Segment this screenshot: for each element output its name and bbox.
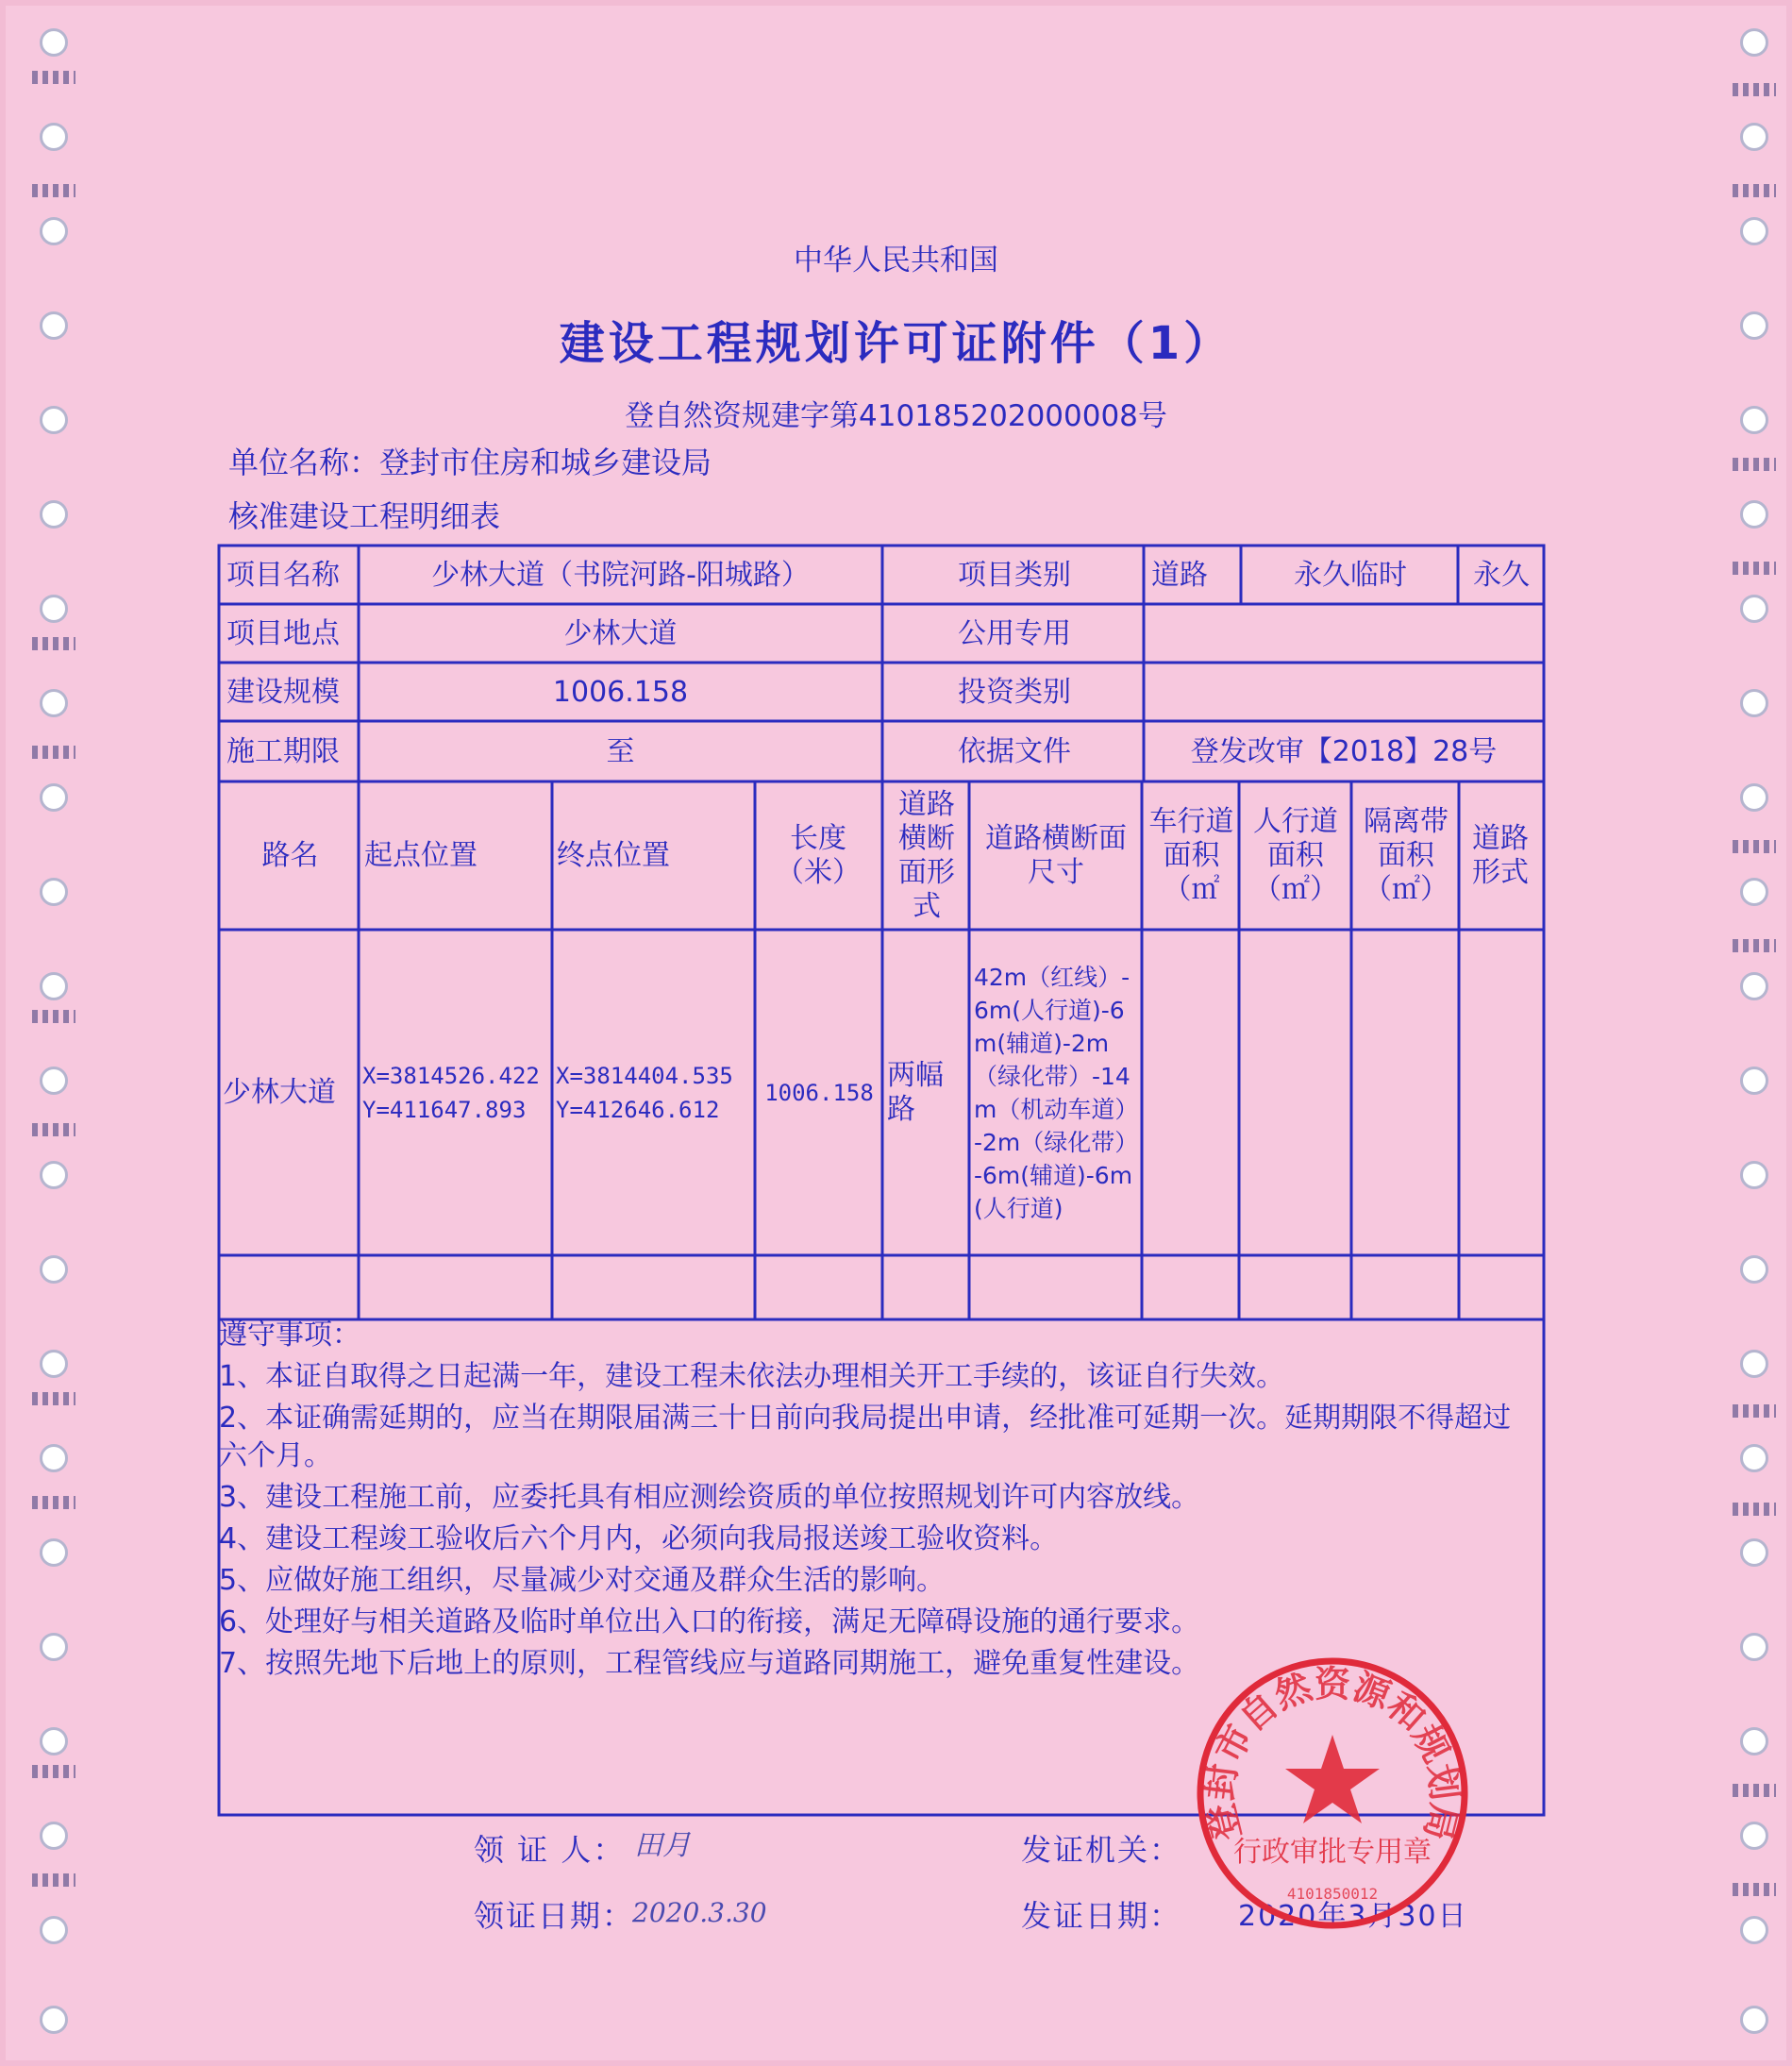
- note-item: 7、按照先地下后地上的原则，工程管线应与道路同期施工，避免重复性建设。: [219, 1647, 1200, 1680]
- project-type: 道路: [1151, 559, 1208, 592]
- header-median-area: 隔离带面积（㎡）: [1364, 805, 1449, 906]
- investment-label: 投资类别: [958, 676, 1071, 709]
- issue-date-label: 发证日期：: [1021, 1898, 1182, 1934]
- notes-section: [219, 1317, 1540, 1687]
- country-name: 中华人民共和国: [794, 244, 998, 277]
- project-name-label: 项目名称: [226, 559, 340, 592]
- official-seal: [1191, 1652, 1474, 1935]
- header-road-form: 道路形式: [1472, 822, 1529, 889]
- row-section-size: 42m（红线）-6m(人行道)-6m(辅道)-2m（绿化带）-14m（机动车道）-2m（绿化带）-6m(辅道)-6m(人行道): [974, 964, 1133, 1222]
- basis: 登发改审【2018】28号: [1190, 735, 1498, 768]
- note-item: 3、建设工程施工前，应委托具有相应测绘资质的单位按照规划许可内容放线。: [219, 1481, 1200, 1514]
- seal-org: 登封市自然资源和规划局: [1198, 1663, 1466, 1845]
- row-length: 1006.158: [764, 1080, 874, 1106]
- seal-star-icon: [1285, 1735, 1380, 1823]
- note-item: 6、处理好与相关道路及临时单位出入口的衔接，满足无障碍设施的通行要求。: [219, 1605, 1200, 1638]
- header-start: 起点位置: [364, 839, 477, 872]
- unit-name-label: 单位名称：: [228, 445, 380, 480]
- row-start-y: Y=411647.893: [362, 1097, 527, 1123]
- project-type-label: 项目类别: [958, 559, 1071, 592]
- row-end-x: X=3814404.535: [556, 1063, 733, 1089]
- receive-date: 2020.3.30: [632, 1897, 767, 1928]
- header-section-form: 道路横断面形式: [898, 788, 955, 923]
- seal-purpose: 行政审批专用章: [1233, 1836, 1432, 1869]
- issuer-label: 发证机关：: [1021, 1832, 1182, 1868]
- project-name: 少林大道（书院河路-阳城路）: [431, 559, 810, 592]
- header-end: 终点位置: [557, 839, 670, 872]
- header-sidewalk-area: 人行道面积（㎡）: [1253, 805, 1338, 906]
- note-item: 1、本证自取得之日起满一年，建设工程未依法办理相关开工手续的，该证自行失效。: [219, 1360, 1285, 1393]
- table-title: 核准建设工程明细表: [228, 498, 501, 534]
- header-section-size: 道路横断面尺寸: [985, 822, 1127, 889]
- row-section-form: 两幅路: [887, 1059, 944, 1126]
- seal-code: 4101850012: [1286, 1885, 1379, 1903]
- row-start-x: X=3814526.422: [362, 1063, 540, 1089]
- row-road-name: 少林大道: [223, 1076, 336, 1109]
- period: 至: [606, 735, 635, 768]
- recipient-label: 领 证 人：: [474, 1832, 626, 1868]
- note-item: 4、建设工程竣工验收后六个月内，必须向我局报送竣工验收资料。: [219, 1522, 1059, 1555]
- scale: 1006.158: [552, 676, 689, 709]
- perm-temp-label: 永久临时: [1294, 559, 1407, 592]
- period-label: 施工期限: [226, 735, 340, 768]
- public-private-label: 公用专用: [958, 617, 1071, 650]
- issue-date: 2020年3月30日: [1238, 1900, 1468, 1933]
- receive-date-label: 领证日期：: [474, 1898, 635, 1934]
- scale-label: 建设规模: [226, 676, 340, 709]
- header-length: 长度（米）: [776, 822, 861, 889]
- row-start: [362, 934, 551, 1251]
- header-road-name: 路名: [261, 839, 319, 872]
- location: 少林大道: [563, 617, 678, 650]
- document-number: 登自然资规建字第410185202000008号: [625, 399, 1167, 433]
- header-carriage-area: 车行道面积（㎡: [1148, 805, 1234, 906]
- page-title: 建设工程规划许可证附件（1）: [559, 317, 1233, 370]
- note-item: 2、本证确需延期的，应当在期限届满三十日前向我局提出申请，经批准可延期一次。延期期限不得超过六个月。: [219, 1402, 1512, 1472]
- unit-name: 登封市住房和城乡建设局: [379, 445, 712, 480]
- location-label: 项目地点: [226, 617, 340, 650]
- perm-temp: 永久: [1473, 559, 1530, 592]
- recipient-signature: 田月: [634, 1829, 691, 1862]
- basis-label: 依据文件: [958, 735, 1071, 768]
- row-end: [556, 934, 754, 1251]
- notes-heading: 遵守事项：: [219, 1319, 360, 1352]
- row-end-y: Y=412646.612: [556, 1097, 720, 1123]
- note-item: 5、应做好施工组织，尽量减少对交通及群众生活的影响。: [219, 1564, 946, 1597]
